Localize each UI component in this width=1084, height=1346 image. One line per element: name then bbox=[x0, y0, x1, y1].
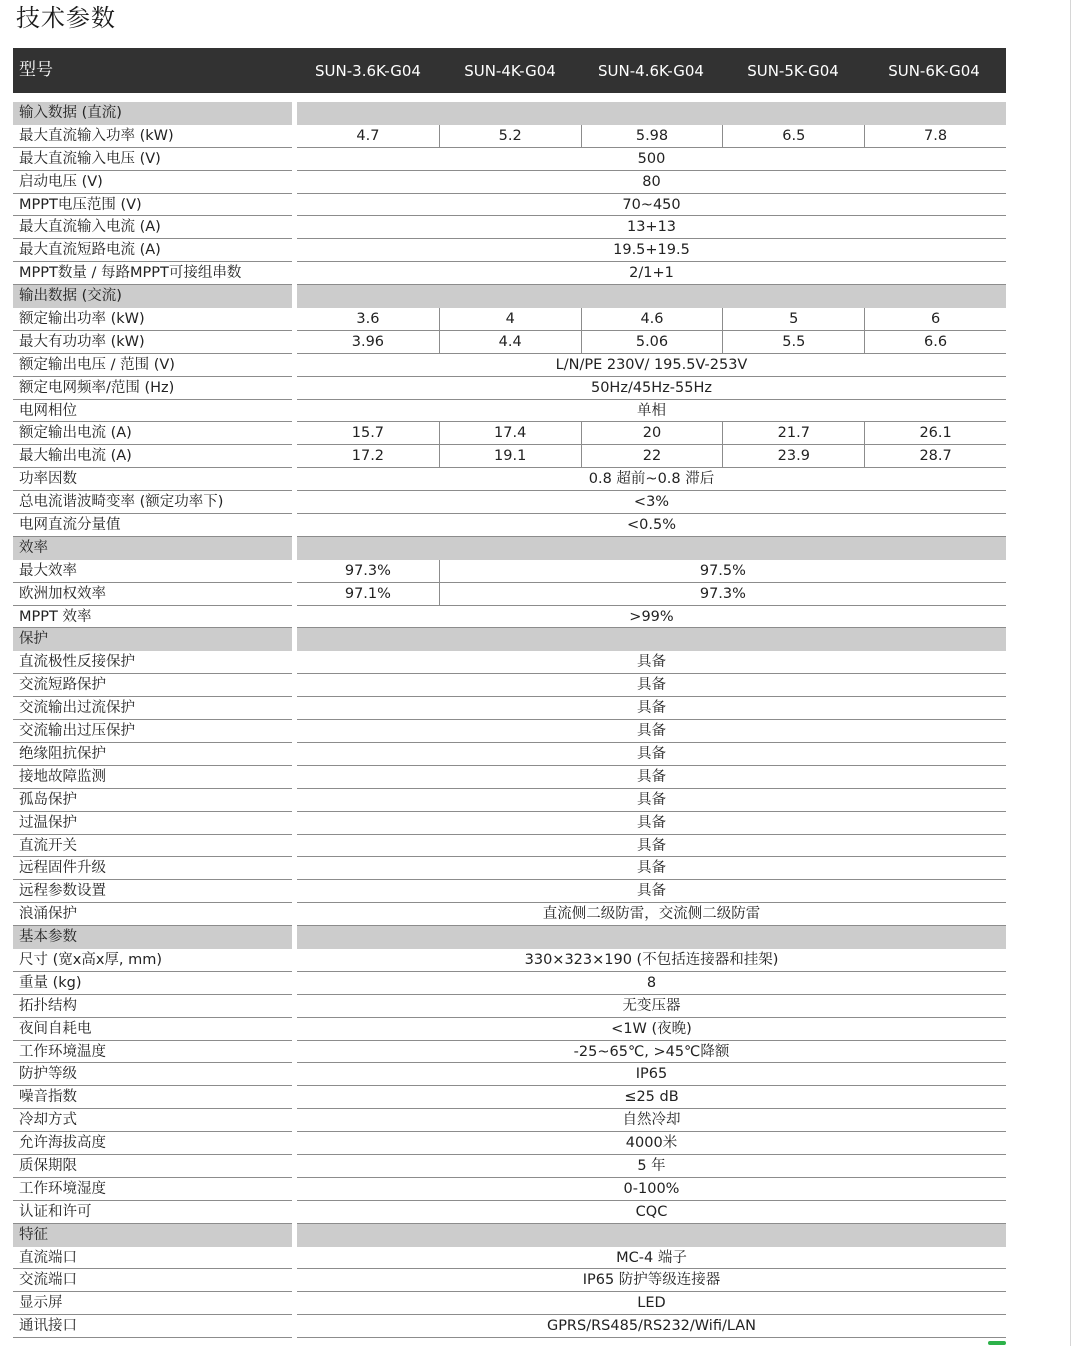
spec-label: 额定输出功率 (kW) bbox=[13, 308, 292, 331]
spec-value: 5.98 bbox=[581, 125, 723, 147]
spec-values bbox=[297, 697, 1006, 720]
spec-values bbox=[297, 514, 1006, 537]
spec-row bbox=[13, 194, 1006, 217]
spec-value: CQC bbox=[635, 1203, 668, 1220]
section-band bbox=[297, 285, 1006, 308]
spec-label: 质保期限 bbox=[13, 1155, 292, 1178]
spec-label: 启动电压 (V) bbox=[13, 171, 292, 194]
page-edge-rule bbox=[1070, 0, 1071, 1346]
spec-value: 无变压器 bbox=[622, 997, 681, 1014]
spec-value: 97.3% bbox=[344, 562, 391, 579]
spec-label: 交流端口 bbox=[13, 1269, 292, 1292]
model-header-bar bbox=[13, 48, 1006, 93]
spec-value: 4.6 bbox=[581, 308, 723, 330]
spec-row bbox=[13, 400, 1006, 423]
spec-value: 13+13 bbox=[626, 219, 677, 236]
spec-row bbox=[13, 835, 1006, 858]
spec-label: 最大输出电流 (A) bbox=[13, 445, 292, 468]
spec-value: GPRS/RS485/RS232/Wifi/LAN bbox=[546, 1318, 757, 1335]
spec-values bbox=[297, 1155, 1006, 1178]
spec-value: 15.7 bbox=[351, 425, 385, 442]
section-header-row bbox=[13, 926, 1006, 949]
spec-value: 6.6 bbox=[864, 331, 1006, 353]
model-name: SUN-5K-G04 bbox=[747, 62, 839, 80]
spec-value: 自然冷却 bbox=[622, 1112, 681, 1129]
spec-values bbox=[297, 1018, 1006, 1041]
spec-value: 4 bbox=[439, 308, 581, 330]
spec-row bbox=[13, 354, 1006, 377]
spec-label: 功率因数 bbox=[13, 468, 292, 491]
spec-value: 17.2 bbox=[351, 448, 385, 465]
spec-values bbox=[297, 262, 1006, 285]
spec-values bbox=[297, 1269, 1006, 1292]
spec-row bbox=[13, 1315, 1006, 1338]
spec-value: 97.3% bbox=[439, 583, 1006, 605]
spec-row bbox=[13, 1155, 1006, 1178]
spec-values bbox=[297, 1247, 1006, 1270]
spec-values bbox=[297, 880, 1006, 903]
spec-row bbox=[13, 789, 1006, 812]
spec-table bbox=[13, 102, 1006, 1338]
spec-row bbox=[13, 972, 1006, 995]
spec-label: 工作环境温度 bbox=[13, 1041, 292, 1064]
spec-value: LED bbox=[637, 1295, 666, 1312]
section-title: 输出数据 (交流) bbox=[13, 285, 292, 308]
spec-value: 6.5 bbox=[722, 125, 864, 147]
spec-value: 5.06 bbox=[581, 331, 723, 353]
spec-row bbox=[13, 1041, 1006, 1064]
spec-label: 额定输出电压 / 范围 (V) bbox=[13, 354, 292, 377]
spec-value: IP65 bbox=[635, 1066, 668, 1083]
spec-values bbox=[297, 743, 1006, 766]
spec-values bbox=[297, 789, 1006, 812]
spec-value: 3.96 bbox=[351, 333, 385, 350]
spec-values bbox=[297, 125, 1006, 148]
spec-label: 直流端口 bbox=[13, 1247, 292, 1270]
spec-values bbox=[297, 1315, 1006, 1338]
spec-row bbox=[13, 1018, 1006, 1041]
spec-values bbox=[297, 491, 1006, 514]
spec-values bbox=[297, 422, 1006, 445]
spec-values bbox=[297, 812, 1006, 835]
spec-label: MPPT 效率 bbox=[13, 606, 292, 629]
spec-values bbox=[297, 400, 1006, 423]
spec-label: 交流短路保护 bbox=[13, 674, 292, 697]
model-name: SUN-6K-G04 bbox=[888, 62, 980, 80]
spec-label: 重量 (kg) bbox=[13, 972, 292, 995]
spec-value: 2/1+1 bbox=[629, 265, 674, 282]
spec-value: <1W (夜晚) bbox=[611, 1020, 692, 1037]
section-band bbox=[297, 628, 1006, 651]
section-title: 效率 bbox=[13, 537, 292, 560]
spec-value: 23.9 bbox=[722, 445, 864, 467]
spec-value: 具备 bbox=[637, 860, 666, 877]
section-header-row bbox=[13, 537, 1006, 560]
spec-row bbox=[13, 331, 1006, 354]
spec-values bbox=[297, 377, 1006, 400]
spec-label: 通讯接口 bbox=[13, 1315, 292, 1338]
model-name: SUN-3.6K-G04 bbox=[315, 62, 421, 80]
spec-values bbox=[297, 1063, 1006, 1086]
spec-label: MPPT电压范围 (V) bbox=[13, 194, 292, 217]
spec-value: 19.1 bbox=[439, 445, 581, 467]
spec-row bbox=[13, 560, 1006, 583]
spec-label: 孤岛保护 bbox=[13, 789, 292, 812]
spec-row bbox=[13, 216, 1006, 239]
spec-label: 最大直流输入电流 (A) bbox=[13, 216, 292, 239]
spec-values bbox=[297, 148, 1006, 171]
spec-values bbox=[297, 766, 1006, 789]
spec-row bbox=[13, 148, 1006, 171]
section-title: 输入数据 (直流) bbox=[13, 102, 292, 125]
spec-value: 80 bbox=[642, 173, 661, 190]
spec-row bbox=[13, 995, 1006, 1018]
spec-value: 5 年 bbox=[637, 1157, 666, 1174]
spec-row bbox=[13, 812, 1006, 835]
spec-label: 最大直流短路电流 (A) bbox=[13, 239, 292, 262]
spec-value: IP65 防护等级连接器 bbox=[582, 1272, 721, 1289]
spec-row bbox=[13, 1086, 1006, 1109]
section-band bbox=[297, 102, 1006, 125]
spec-row bbox=[13, 949, 1006, 972]
spec-row bbox=[13, 606, 1006, 629]
section-header-row bbox=[13, 102, 1006, 125]
spec-value: 具备 bbox=[637, 791, 666, 808]
spec-values bbox=[297, 216, 1006, 239]
spec-value: 5.5 bbox=[722, 331, 864, 353]
spec-values bbox=[297, 1201, 1006, 1224]
spec-value: 5 bbox=[722, 308, 864, 330]
spec-values bbox=[297, 720, 1006, 743]
spec-values bbox=[297, 1086, 1006, 1109]
spec-row bbox=[13, 674, 1006, 697]
spec-row bbox=[13, 1109, 1006, 1132]
spec-row bbox=[13, 1247, 1006, 1270]
spec-value: 具备 bbox=[637, 883, 666, 900]
spec-row bbox=[13, 880, 1006, 903]
spec-value: 具备 bbox=[637, 768, 666, 785]
spec-value: 20 bbox=[581, 422, 723, 444]
spec-values bbox=[297, 674, 1006, 697]
spec-row bbox=[13, 239, 1006, 262]
spec-label: 交流输出过流保护 bbox=[13, 697, 292, 720]
spec-value: 26.1 bbox=[864, 422, 1006, 444]
spec-row bbox=[13, 743, 1006, 766]
spec-row bbox=[13, 720, 1006, 743]
spec-label: 直流开关 bbox=[13, 835, 292, 858]
spec-label: 冷却方式 bbox=[13, 1109, 292, 1132]
spec-row bbox=[13, 514, 1006, 537]
spec-row bbox=[13, 1201, 1006, 1224]
spec-label: 接地故障监测 bbox=[13, 766, 292, 789]
spec-values bbox=[297, 949, 1006, 972]
brand-accent-mark bbox=[988, 1341, 1006, 1345]
spec-row bbox=[13, 422, 1006, 445]
spec-label: 最大直流输入功率 (kW) bbox=[13, 125, 292, 148]
spec-row bbox=[13, 1178, 1006, 1201]
spec-value: 5.2 bbox=[439, 125, 581, 147]
spec-value: 330×323×190 (不包括连接器和挂架) bbox=[524, 951, 779, 968]
page-title: 技术参数 bbox=[16, 4, 116, 32]
model-name: SUN-4K-G04 bbox=[464, 62, 556, 80]
spec-label: 噪音指数 bbox=[13, 1086, 292, 1109]
spec-label: 防护等级 bbox=[13, 1063, 292, 1086]
spec-label: 欧洲加权效率 bbox=[13, 583, 292, 606]
spec-value: <0.5% bbox=[627, 517, 676, 534]
spec-value: 具备 bbox=[637, 723, 666, 740]
spec-row bbox=[13, 491, 1006, 514]
spec-values bbox=[297, 239, 1006, 262]
spec-value: <3% bbox=[633, 494, 670, 511]
spec-value: 500 bbox=[637, 150, 666, 167]
spec-values bbox=[297, 835, 1006, 858]
spec-row bbox=[13, 1269, 1006, 1292]
spec-row bbox=[13, 1292, 1006, 1315]
spec-value: 19.5+19.5 bbox=[613, 242, 690, 259]
spec-row bbox=[13, 651, 1006, 674]
spec-value: L/N/PE 230V/ 195.5V-253V bbox=[555, 356, 748, 373]
spec-value: 具备 bbox=[637, 837, 666, 854]
spec-values bbox=[297, 331, 1006, 354]
spec-label: 浪涌保护 bbox=[13, 903, 292, 926]
spec-row bbox=[13, 445, 1006, 468]
spec-row bbox=[13, 468, 1006, 491]
spec-value: 7.8 bbox=[864, 125, 1006, 147]
spec-values bbox=[297, 560, 1006, 583]
spec-value: -25~65℃, >45℃降额 bbox=[573, 1043, 730, 1060]
spec-value: 17.4 bbox=[439, 422, 581, 444]
spec-row bbox=[13, 125, 1006, 148]
section-header-row bbox=[13, 285, 1006, 308]
spec-label: MPPT数量 / 每路MPPT可接组串数 bbox=[13, 262, 292, 285]
section-band bbox=[297, 537, 1006, 560]
spec-values bbox=[297, 583, 1006, 606]
spec-row bbox=[13, 1132, 1006, 1155]
spec-values bbox=[297, 354, 1006, 377]
spec-label: 最大有功功率 (kW) bbox=[13, 331, 292, 354]
spec-value: 具备 bbox=[637, 745, 666, 762]
spec-label: 绝缘阻抗保护 bbox=[13, 743, 292, 766]
section-title: 保护 bbox=[13, 628, 292, 651]
spec-value: 97.5% bbox=[439, 560, 1006, 582]
section-band bbox=[297, 926, 1006, 949]
spec-row bbox=[13, 1063, 1006, 1086]
spec-values bbox=[297, 972, 1006, 995]
spec-label: 过温保护 bbox=[13, 812, 292, 835]
spec-value: 4000米 bbox=[625, 1135, 678, 1152]
spec-label: 电网相位 bbox=[13, 400, 292, 423]
spec-value: 具备 bbox=[637, 700, 666, 717]
spec-value: 70~450 bbox=[622, 196, 681, 213]
spec-value: 具备 bbox=[637, 654, 666, 671]
spec-value: 3.6 bbox=[356, 311, 380, 328]
section-header-row bbox=[13, 1224, 1006, 1247]
spec-value: 直流侧二级防雷，交流侧二级防雷 bbox=[542, 906, 761, 923]
spec-values bbox=[297, 857, 1006, 880]
spec-value: 22 bbox=[581, 445, 723, 467]
spec-values bbox=[297, 995, 1006, 1018]
spec-value: 50Hz/45Hz-55Hz bbox=[590, 379, 712, 396]
spec-label: 最大效率 bbox=[13, 560, 292, 583]
spec-values bbox=[297, 1109, 1006, 1132]
spec-row bbox=[13, 308, 1006, 331]
spec-label: 显示屏 bbox=[13, 1292, 292, 1315]
spec-label: 夜间自耗电 bbox=[13, 1018, 292, 1041]
section-title: 基本参数 bbox=[13, 926, 292, 949]
spec-value: 具备 bbox=[637, 677, 666, 694]
spec-row bbox=[13, 171, 1006, 194]
spec-row bbox=[13, 903, 1006, 926]
spec-value: ≤25 dB bbox=[624, 1089, 679, 1106]
spec-label: 认证和许可 bbox=[13, 1201, 292, 1224]
spec-value: 8 bbox=[646, 974, 657, 991]
spec-label: 远程参数设置 bbox=[13, 880, 292, 903]
spec-label: 尺寸 (宽x高x厚, mm) bbox=[13, 949, 292, 972]
spec-row bbox=[13, 262, 1006, 285]
spec-label: 工作环境湿度 bbox=[13, 1178, 292, 1201]
spec-label: 额定输出电流 (A) bbox=[13, 422, 292, 445]
spec-values bbox=[297, 308, 1006, 331]
spec-values bbox=[297, 171, 1006, 194]
spec-label: 交流输出过压保护 bbox=[13, 720, 292, 743]
model-header-label: 型号 bbox=[19, 60, 53, 80]
spec-value: 28.7 bbox=[864, 445, 1006, 467]
spec-value: MC-4 端子 bbox=[616, 1249, 687, 1266]
spec-value: 21.7 bbox=[722, 422, 864, 444]
section-header-row bbox=[13, 628, 1006, 651]
spec-value: 0.8 超前~0.8 滞后 bbox=[588, 471, 715, 488]
spec-values bbox=[297, 468, 1006, 491]
spec-label: 拓扑结构 bbox=[13, 995, 292, 1018]
spec-row bbox=[13, 377, 1006, 400]
spec-label: 直流极性反接保护 bbox=[13, 651, 292, 674]
spec-value: 4.7 bbox=[356, 127, 380, 144]
spec-value: 97.1% bbox=[344, 585, 391, 602]
spec-values bbox=[297, 1292, 1006, 1315]
spec-row bbox=[13, 697, 1006, 720]
spec-label: 电网直流分量值 bbox=[13, 514, 292, 537]
spec-values bbox=[297, 1132, 1006, 1155]
spec-value: 4.4 bbox=[439, 331, 581, 353]
spec-label: 最大直流输入电压 (V) bbox=[13, 148, 292, 171]
spec-label: 远程固件升级 bbox=[13, 857, 292, 880]
spec-values bbox=[297, 1041, 1006, 1064]
spec-value: >99% bbox=[629, 608, 674, 625]
spec-values bbox=[297, 651, 1006, 674]
spec-row bbox=[13, 583, 1006, 606]
spec-value: 具备 bbox=[637, 814, 666, 831]
section-band bbox=[297, 1224, 1006, 1247]
model-name: SUN-4.6K-G04 bbox=[598, 62, 704, 80]
spec-row bbox=[13, 766, 1006, 789]
spec-values bbox=[297, 1178, 1006, 1201]
spec-value: 单相 bbox=[637, 402, 666, 419]
spec-values bbox=[297, 903, 1006, 926]
spec-label: 允许海拔高度 bbox=[13, 1132, 292, 1155]
spec-values bbox=[297, 445, 1006, 468]
spec-value: 0-100% bbox=[623, 1180, 680, 1197]
spec-label: 额定电网频率/范围 (Hz) bbox=[13, 377, 292, 400]
section-title: 特征 bbox=[13, 1224, 292, 1247]
spec-value: 6 bbox=[864, 308, 1006, 330]
spec-values bbox=[297, 606, 1006, 629]
spec-label: 总电流谐波畸变率 (额定功率下) bbox=[13, 491, 292, 514]
spec-row bbox=[13, 857, 1006, 880]
spec-values bbox=[297, 194, 1006, 217]
